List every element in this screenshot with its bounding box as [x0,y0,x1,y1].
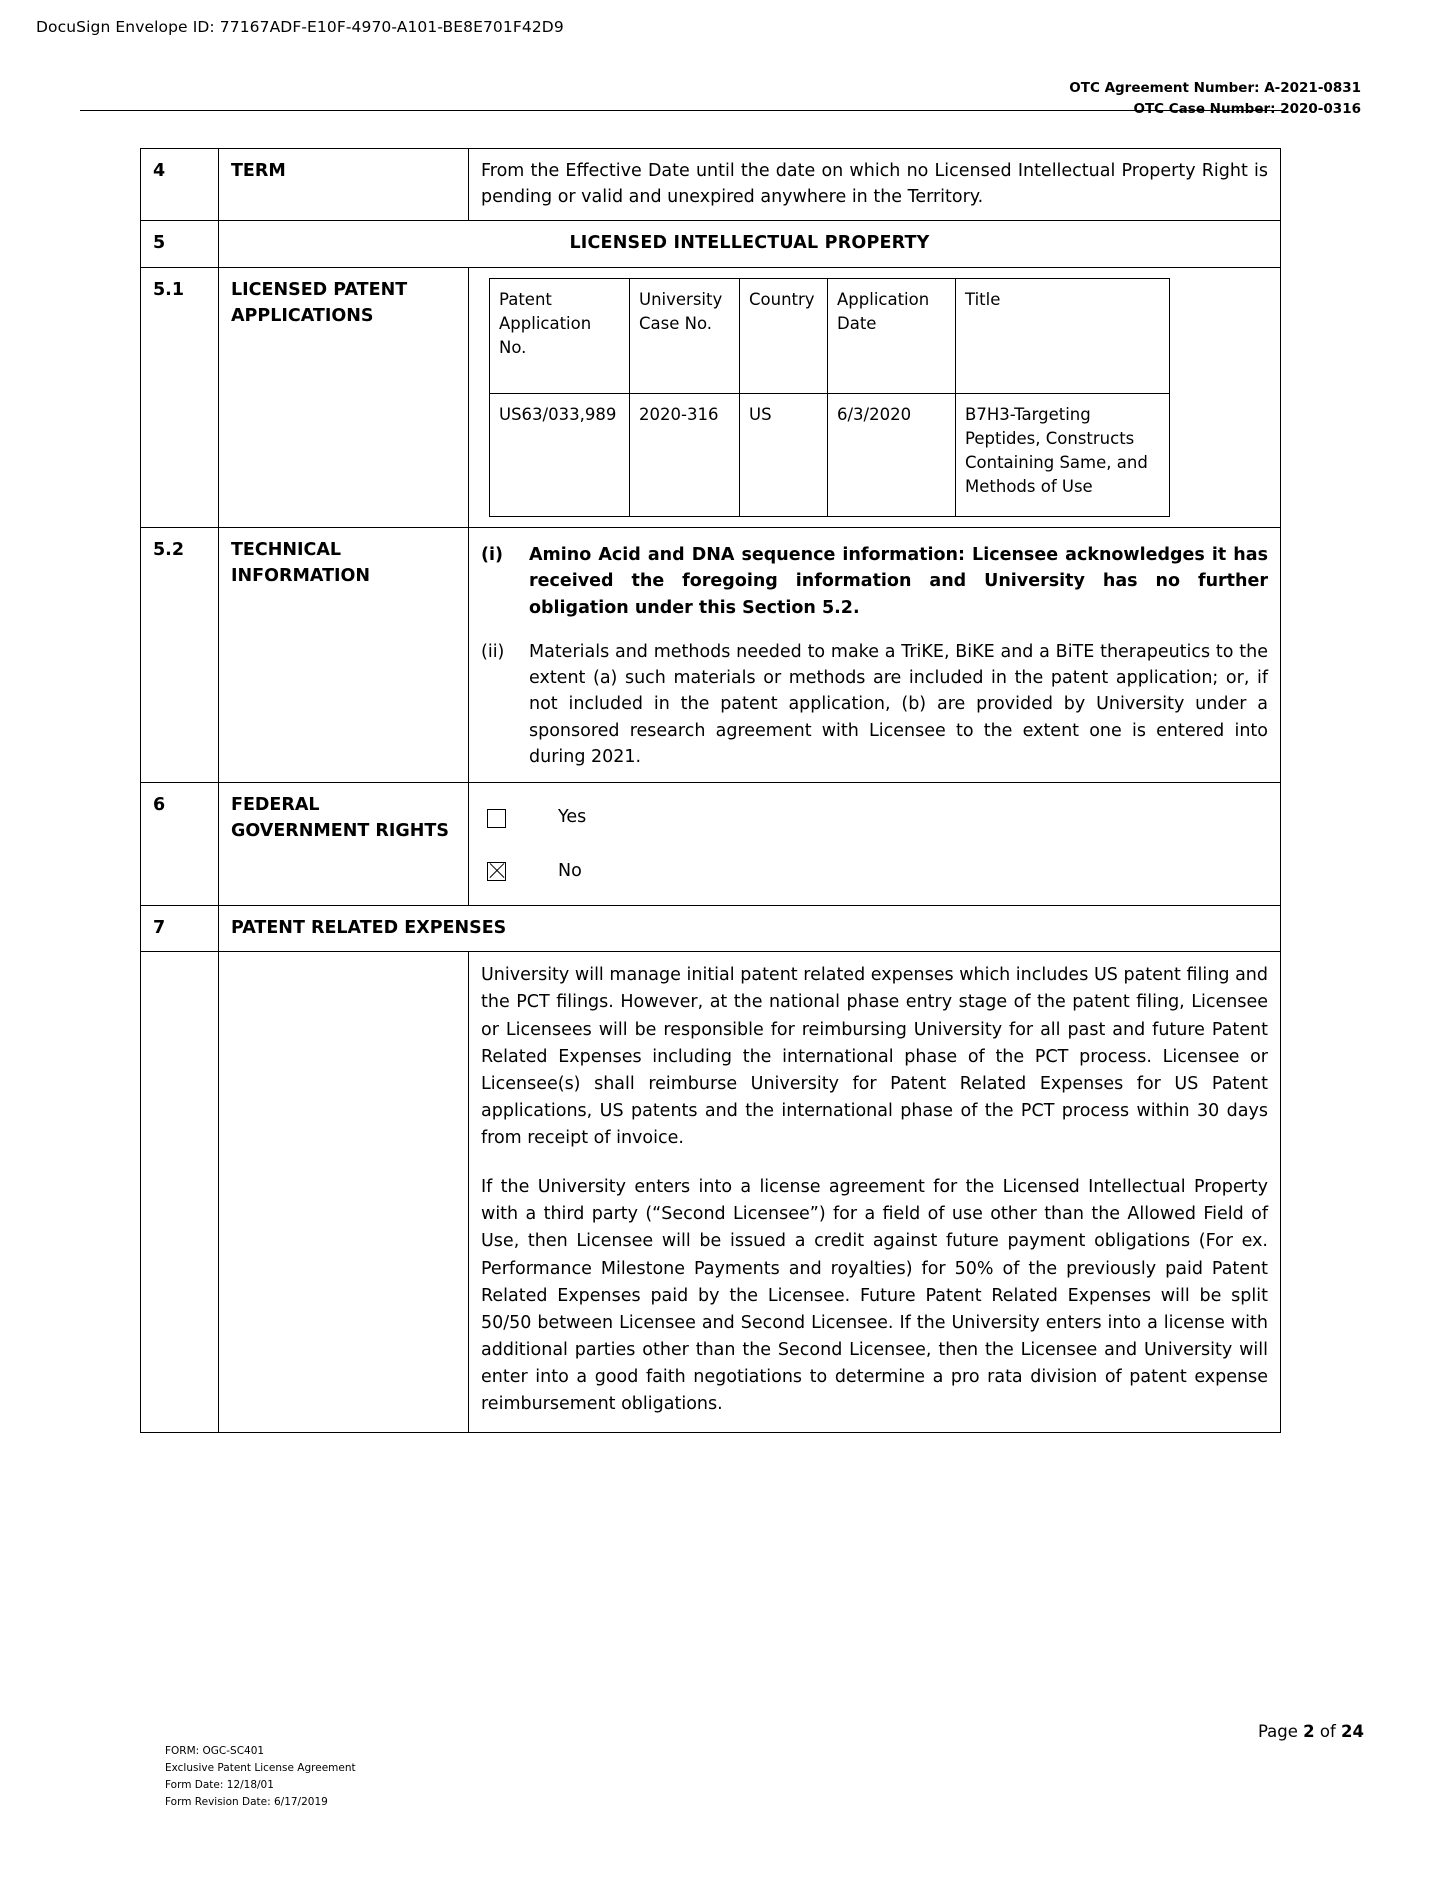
patent-table-header-title: Title [956,279,1170,394]
page-number [0,1722,1364,1741]
otc-case-number: OTC Case Number: 2020-0316 [1133,100,1361,117]
patent-title: B7H3-Targeting Peptides, Constructs Containing Same, and Methods of Use [956,394,1170,517]
agreement-terms-table [140,148,1281,1433]
row-number-term: 4 [141,149,219,221]
footer-form-code: FORM: OGC-SC401 [165,1745,265,1757]
technical-information-list [481,542,1268,770]
patent-table-header-case-no: University Case No. [630,279,740,394]
page-number-current: 2 [1303,1722,1315,1741]
docusign-envelope-id: DocuSign Envelope ID: 77167ADF-E10F-4970-A101-BE8E701F42D9 [36,18,564,36]
table-row-technical-information [141,528,1281,783]
list-marker-i: (i) [481,545,503,566]
row-heading-licensed-ip: LICENSED INTELLECTUAL PROPERTY [219,221,1281,268]
footer-form-date: Form Date: 12/18/01 [165,1779,274,1791]
footer-form-title: Exclusive Patent License Agreement [165,1762,356,1774]
row-label-patent-expenses: PATENT RELATED EXPENSES [219,905,1281,952]
footer-form-revision-date: Form Revision Date: 6/17/2019 [165,1796,328,1808]
table-row-patent-applications [141,268,1281,528]
row-label-federal-rights: FEDERAL GOVERNMENT RIGHTS [219,783,469,905]
row-label-patent-applications: LICENSED PATENT APPLICATIONS [219,268,469,528]
header-divider [80,110,1285,111]
row-number-technical-information: 5.2 [141,528,219,783]
federal-rights-option-yes[interactable] [487,805,1268,831]
table-row-federal-government-rights [141,783,1281,905]
otc-agreement-number: OTC Agreement Number: A-2021-0831 [1069,80,1361,96]
checkbox-checked-icon[interactable] [487,862,506,881]
table-row-term [141,149,1281,221]
patent-application-date: 6/3/2020 [828,394,956,517]
patent-table-row [490,394,1170,517]
row-number-patent-applications: 5.1 [141,268,219,528]
patent-table-header-country: Country [740,279,828,394]
list-item [481,639,1268,770]
row-number-patent-expenses: 7 [141,905,219,952]
federal-rights-option-yes-label: Yes [558,807,587,828]
patent-case-no: 2020-316 [630,394,740,517]
page-number-prefix: Page [1257,1722,1304,1741]
document-header-right [1069,78,1361,120]
patent-applications-table [489,278,1170,517]
row-body-patent-expenses [469,952,1281,1433]
row-body-federal-rights [469,783,1281,905]
patent-table-header-application-date: Application Date [828,279,956,394]
federal-rights-option-no-label: No [558,860,582,881]
patent-table-header-row [490,279,1170,394]
patent-country: US [740,394,828,517]
row-label-technical-information: TECHNICAL INFORMATION [219,528,469,783]
row-label-term: TERM [219,149,469,221]
checkbox-unchecked-icon[interactable] [487,809,506,828]
page-number-mid: of [1314,1722,1342,1741]
table-row-patent-expenses-body [141,952,1281,1433]
row-body-patent-applications [469,268,1281,528]
page-number-total: 24 [1341,1722,1364,1741]
patent-expenses-paragraph-1: University will manage initial patent related expenses which includes US patent filing and the PCT filings. However, at the national phase entry stage of the patent filing, Licensee or Licensees will be responsible for reimbursing University for all past and future Patent Related Expenses including the international phase of the PCT process. Licensee or Licensee(s) shall reimburse University for Patent Related Expenses for US Patent applications, US patents and the international phase of the PCT process within 30 days from receipt of invoice. [481,965,1268,1149]
federal-rights-option-no[interactable] [487,859,1268,885]
patent-table-header-application-no: Patent Application No. [490,279,630,394]
form-footer [165,1743,356,1811]
list-text-i: Amino Acid and DNA sequence information: Licensee acknowledges it has received the foregoing information and University has no further obligation under this Section 5.2. [529,545,1268,618]
patent-application-no: US63/033,989 [490,394,630,517]
spacer-cell-label [219,952,469,1433]
spacer-cell-number [141,952,219,1433]
row-number-licensed-ip: 5 [141,221,219,268]
table-row-patent-related-expenses [141,905,1281,952]
list-item [481,542,1268,621]
patent-expenses-paragraph-2: If the University enters into a license agreement for the Licensed Intellectual Property with a third party (“Second Licensee”) for a field of use other than the Allowed Field of Use, then Licensee will be issued a credit against future payment obligations (For ex. Performance Milestone Payments and royalties) for 50% of the previously paid Patent Related Expenses paid by the Licensee. Future Patent Related Expenses will be split 50/50 between Licensee and Second Licensee. If the University enters into a license with additional parties other than the Second Licensee, then the Licensee and University will enter into a good faith negotiations to determine a pro rata division of patent expense reimbursement obligations. [481,1177,1268,1415]
row-body-technical-information [469,528,1281,783]
table-row-licensed-ip [141,221,1281,268]
row-body-term: From the Effective Date until the date on which no Licensed Intellectual Property Right is pending or valid and unexpired anywhere in the Territory. [469,149,1281,221]
row-number-federal-rights: 6 [141,783,219,905]
list-marker-ii: (ii) [481,641,505,662]
list-text-ii: Materials and methods needed to make a TriKE, BiKE and a BiTE therapeutics to the extent (a) such materials or methods are included in the patent application; or, if not included in the patent application, (b) are provided by University under a sponsored research agreement with Licensee to the extent one is entered into during 2021. [529,641,1268,767]
